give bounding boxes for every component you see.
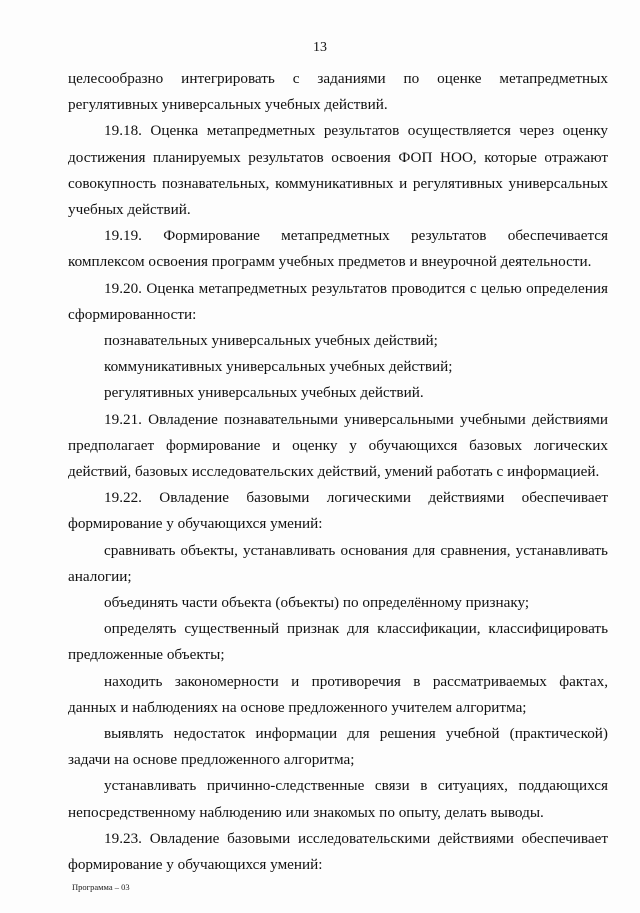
list-item: познавательных универсальных учебных действий; [104,332,438,350]
list-item: коммуникативных универсальных учебных действий; [104,358,453,376]
paragraph: 19.19. Формирование метапредметных результатов обеспечивается комплексом освоения программ учебных предметов и внеурочной деятельности. [68,227,608,271]
list-item: регулятивных универсальных учебных действий. [104,384,424,402]
list-item: объединять части объекта (объекты) по определённому признаку; [104,594,530,612]
list-item: определять существенный признак для классификации, классифицировать предложенные объекты; [68,620,608,664]
page-number: 13 [313,40,327,55]
paragraph: целесообразно интегрировать с заданиями по оценке метапредметных регулятивных универсальных учебных действий. [68,70,608,114]
paragraph: 19.23. Овладение базовыми исследовательскими действиями обеспечивает формирование у обучающихся умений: [68,829,608,874]
page-content [68,66,608,878]
paragraph: 19.18. Оценка метапредметных результатов осуществляется через оценку достижения планируемых результатов освоения ФОП НОО, которые отражают совокупность познавательных, коммуникативных и регулятивных универсальных учебных действий. [68,122,608,219]
paragraph: 19.21. Овладение познавательными универсальными учебными действиями предполагает формирование и оценку у обучающихся базовых логических действий, базовых исследовательских действий, умений работать с информацией. [68,410,608,481]
list-item: выявлять недостаток информации для решения учебной (практической) задачи на основе предложенного алгоритма; [68,725,608,769]
list-item: сравнивать объекты, устанавливать основания для сравнения, устанавливать аналогии; [68,541,608,585]
page-footer: Программа – 03 [72,882,130,892]
list-item: находить закономерности и противоречия в рассматриваемых фактах, данных и наблюдениях на основе предложенного учителем алгоритма; [68,672,608,716]
paragraph: 19.22. Овладение базовыми логическими действиями обеспечивает формирование у обучающихся умений: [68,489,608,533]
list-item: устанавливать причинно-следственные связи в ситуациях, поддающихся непосредственному наблюдению или знакомых по опыту, делать выводы. [68,777,608,821]
paragraph: 19.20. Оценка метапредметных результатов проводится с целью определения сформированности: [68,279,608,323]
